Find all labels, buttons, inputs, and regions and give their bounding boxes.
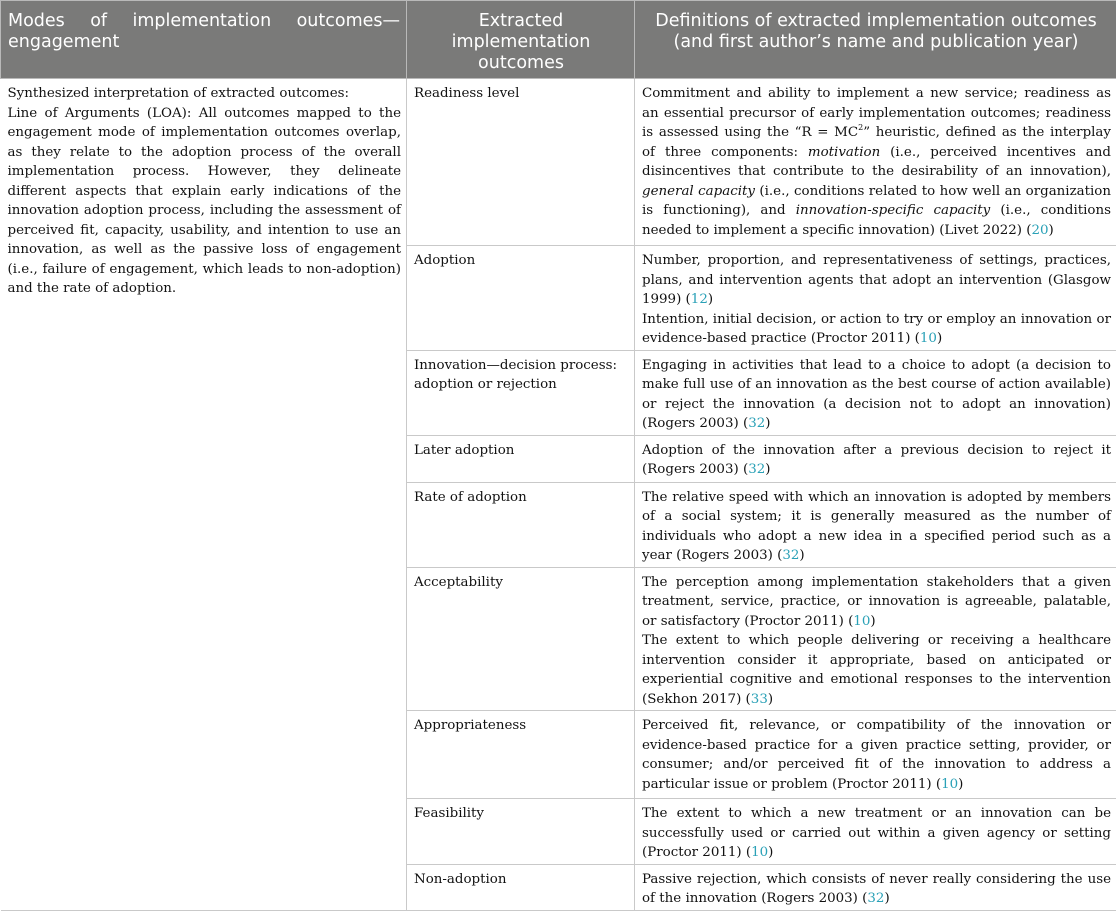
header-extracted-outcomes: Extracted implementation outcomes xyxy=(407,1,635,79)
definition-cell: Passive rejection, which consists of never really considering the use of the innovation (Rogers 2003) (32) xyxy=(635,864,1116,910)
definition-cell: The extent to which a new treatment or an innovation can be successfully used or carried out within a given agency or setting (Proctor 2011) (10) xyxy=(635,799,1116,865)
outcome-cell: Readiness level xyxy=(407,79,635,246)
reference-link[interactable]: 10 xyxy=(751,845,768,860)
reference-link[interactable]: 32 xyxy=(748,416,765,431)
reference-link[interactable]: 12 xyxy=(691,292,708,307)
outcome-cell: Rate of adoption xyxy=(407,482,635,567)
definition-cell: The perception among implementation stakeholders that a given treatment, service, practice, or innovation is agreeable, palatable, or satisfactory (Proctor 2011) (10) The extent to which people delivering or receiving a healthcare intervention consider it appropriate, based on anticipated or experiential cognitive and emotional responses to the intervention (Sekhon 2017) (33) xyxy=(635,567,1116,711)
definition-cell: Commitment and ability to implement a new service; readiness as an essential precursor of early implementation outcomes; readiness is assessed using the “$R = MC^2$” heuristic, defined as the interplay of three components: motivation (i.e., perceived incentives and disincentives that contribute to the desirability of an innovation), general capacity (i.e., conditions related to how well an organization is functioning), and innovation-specific capacity (i.e., conditions needed to implement a specific innovation) (Livet 2022) (20) xyxy=(635,79,1116,246)
table-header xyxy=(1,1,1116,79)
outcome-cell: Adoption xyxy=(407,246,635,351)
definition-cell: Adoption of the innovation after a previous decision to reject it (Rogers 2003) (32) xyxy=(635,435,1116,482)
emphasis-innovation-specific-capacity: innovation-specific capacity xyxy=(796,203,991,218)
definition-cell: Engaging in activities that lead to a choice to adopt (a decision to make full use of an innovation as the best course of action available) or reject the innovation (a decision not to adopt an innovation) (Rogers 2003) (32) xyxy=(635,350,1116,435)
outcome-cell: Non-adoption xyxy=(407,864,635,910)
superscript: 2 xyxy=(858,123,863,132)
outcome-cell: Appropriateness xyxy=(407,711,635,799)
reference-link[interactable]: 32 xyxy=(748,462,765,477)
reference-link[interactable]: 20 xyxy=(1032,223,1049,238)
header-row xyxy=(1,1,1116,79)
reference-link[interactable]: 32 xyxy=(782,548,799,563)
definition-cell: Number, proportion, and representativeness of settings, practices, plans, and intervention agents that adopt an intervention (Glasgow 1999) (12) Intention, initial decision, or action to try or employ an innovation or evidence-based practice (Proctor 2011) (10) xyxy=(635,246,1116,351)
table-body xyxy=(1,79,1116,911)
outcome-cell: Acceptability xyxy=(407,567,635,711)
outcome-cell: Innovation—decision process: adoption or rejection xyxy=(407,350,635,435)
table-row xyxy=(1,79,1116,246)
emphasis-motivation: motivation xyxy=(808,145,880,160)
outcome-cell: Later adoption xyxy=(407,435,635,482)
synthesis-heading: Synthesized interpretation of extracted outcomes: xyxy=(8,84,402,104)
definition-cell: Perceived fit, relevance, or compatibility of the innovation or evidence-based practice for a given practice setting, provider, or consumer; and/or perceived fit of the innovation to address a particular issue or problem (Proctor 2011) (10) xyxy=(635,711,1116,799)
reference-link[interactable]: 10 xyxy=(853,614,870,629)
synthesis-cell xyxy=(1,79,407,911)
synthesis-text: Line of Arguments (LOA): All outcomes mapped to the engagement mode of implementation outcomes overlap, as they relate to the adoption process of the overall implementation process. However, they delineate different aspects that explain early indications of the innovation adoption process, including the assessment of perceived fit, capacity, usability, and intention to use an innovation, as well as the passive loss of engagement (i.e., failure of engagement, which leads to non-adoption) and the rate of adoption. xyxy=(8,104,402,299)
definition-cell: The relative speed with which an innovation is adopted by members of a social system; it is generally measured as the number of individuals who adopt a new idea in a specified period such as a year (Rogers 2003) (32) xyxy=(635,482,1116,567)
reference-link[interactable]: 32 xyxy=(867,891,884,906)
header-modes: Modes of implementation outcomes—engagement xyxy=(1,1,407,79)
header-definitions: Definitions of extracted implementation outcomes (and first author’s name and publication year) xyxy=(635,1,1116,79)
reference-link[interactable]: 10 xyxy=(920,331,937,346)
emphasis-general-capacity: general capacity xyxy=(642,184,755,199)
reference-link[interactable]: 33 xyxy=(751,692,768,707)
outcome-cell: Feasibility xyxy=(407,799,635,865)
reference-link[interactable]: 10 xyxy=(941,777,958,792)
